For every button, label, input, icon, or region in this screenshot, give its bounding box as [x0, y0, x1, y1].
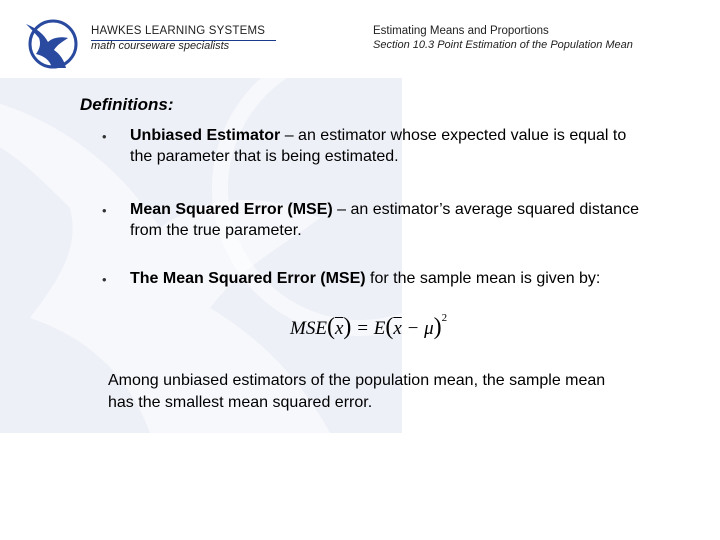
definition-text: for the sample mean is given by:	[365, 270, 601, 287]
closing-statement: Among unbiased estimators of the population mean, the sample mean has the smallest mean squared error.	[108, 372, 606, 411]
formula-minus: −	[406, 318, 420, 339]
brand-tagline: math courseware specialists	[91, 40, 230, 52]
definition-term: Unbiased Estimator	[130, 127, 281, 144]
bullet-marker: •	[102, 272, 107, 287]
definition-mse	[130, 199, 650, 241]
formula-xbar: $\overline{x}$	[393, 318, 402, 339]
hawkes-eagle-logo-icon	[24, 18, 82, 70]
chapter-title: Estimating Means and Proportions	[373, 25, 549, 37]
bullet-marker: •	[102, 203, 107, 218]
formula-expectation: E	[373, 318, 386, 339]
formula-lhs: MSE	[290, 318, 327, 339]
definition-unbiased-estimator	[130, 125, 650, 167]
definition-mse-sample-mean	[130, 268, 650, 289]
formula-exponent: 2	[441, 312, 448, 324]
definition-term: Mean Squared Error (MSE)	[130, 201, 333, 218]
formula-mu: μ	[424, 318, 434, 339]
brand-name: HAWKES LEARNING SYSTEMS	[91, 25, 266, 37]
mse-formula: $MSE(\overline{x}) = E(\overline{x} - \mu)^2$	[290, 312, 448, 340]
definitions-heading: Definitions:	[80, 95, 174, 114]
definition-text: – an estimator’s average squared distance from the true parameter.	[130, 201, 639, 239]
definition-term: The Mean Squared Error (MSE)	[130, 270, 366, 287]
formula-equals: =	[356, 318, 369, 339]
section-title: Section 10.3 Point Estimation of the Population Mean	[373, 39, 633, 51]
definition-text: – an estimator whose expected value is equal to the parameter that is being estimated.	[130, 127, 627, 165]
formula-xbar: $\overline{x}$	[334, 318, 344, 339]
bullet-marker: •	[102, 129, 107, 144]
